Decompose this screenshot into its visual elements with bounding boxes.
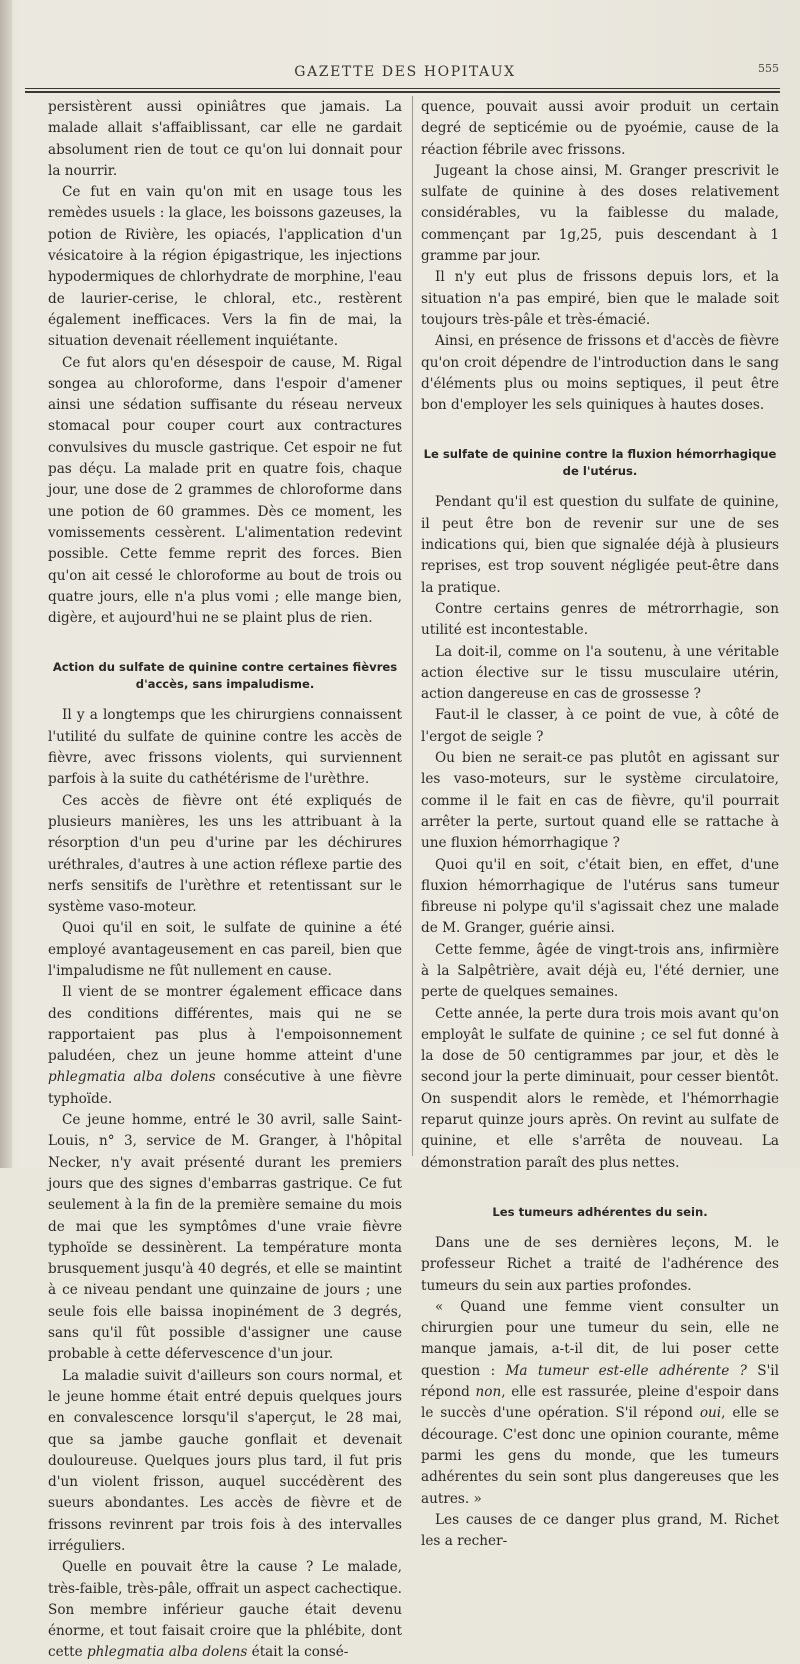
column-divider (412, 96, 413, 1156)
paragraph: Il n'y eut plus de frissons depuis lors, et la situation n'a pas empiré, bien que le malade soit toujours très-pâle et très-émacié. (421, 269, 779, 328)
heading-line: Le sulfate de quinine contre la fluxion hémorrhagique (423, 447, 777, 462)
paragraph (421, 1297, 779, 1510)
text-run: , elle est rassurée, pleine d'espoir dans le succès d'une opération. S'il répond (421, 1384, 779, 1422)
paragraph: La doit-il, comme on l'a soutenu, à une véritable action élective sur le tissu musculaire utérin, action dangereuse en cas de grossesse ? (421, 643, 779, 703)
page-number: 555 (758, 62, 779, 75)
text-run: Quelle en pouvait être la cause ? Le malade, très-faible, très-pâle, offrait un aspect cachectique. Son membre inférieur gauche était devenu énorme, et tout faisait croire que la phlébite, dont cette (48, 1559, 402, 1661)
binding-edge (0, 0, 12, 1168)
paragraph: persistèrent aussi opiniâtres que jamais. La malade allait s'affaiblissant, car elle ne gardait absolument rien de tout ce qu'on lui donnait pour la nourrir. (48, 99, 402, 179)
text-run: , elle se décourage. C'est donc une opinion courante, même parmi les gens du monde, que les tumeurs adhérentes du sein sont plus dangereuses que les autres. » (421, 1405, 779, 1507)
paragraph: Cette année, la perte dura trois mois avant qu'on employât le sulfate de quinine ; ce sel fut donné à la dose de 50 centigrammes par jour, et dès le second jour la perte diminuait, pour cesser bientôt. On suspendit alors le remède, et l'hémorrhagie reparut quinze jours après. On revint au sulfate de quinine, et elle s'arrêta de nouveau. La démonstration paraît des plus nettes. (421, 1005, 779, 1171)
right-column (421, 97, 779, 1552)
italic-term: phlegmatia alba dolens (86, 1644, 248, 1661)
paragraph (48, 1557, 402, 1663)
paragraph: Contre certains genres de métrorrhagie, son utilité est incontestable. (421, 600, 779, 639)
section-heading-quinine-fevers (48, 659, 402, 693)
text-run: S'il répond (421, 1362, 779, 1401)
paragraph: Quoi qu'il en soit, c'était bien, en effet, d'une fluxion hémorrhagique de l'utérus sans tumeur fibreuse ni polype qu'il s'agissait chez une malade de M. Granger, guérie ainsi. (421, 856, 779, 937)
paragraph: Ou bien ne serait-ce pas plutôt en agissant sur les vaso-moteurs, sur le système circulatoire, comme il le fait en cas de fièvre, qu'il pourrait arrêter la perte, surtout quand elle se rattache à une fluxion hémorrhagique ? (421, 750, 779, 852)
text-run: « Quand une femme vient consulter un chirurgien pour une tumeur du sein, elle ne manque jamais, a-t-il dit, de lui poser cette question : (421, 1298, 779, 1379)
italic-term: oui (699, 1405, 722, 1422)
paragraph: Dans une de ses dernières leçons, M. le professeur Richet a traité de l'adhérence des tumeurs du sein aux parties profondes. (421, 1234, 779, 1294)
header-rule-thick (25, 91, 780, 93)
paragraph: Faut-il le classer, à ce point de vue, à côté de l'ergot de seigle ? (421, 707, 779, 745)
paragraph: Jugeant la chose ainsi, M. Granger prescrivit le sulfate de quinine à des doses relativement considérables, vu la faiblesse du malade, commençant par 1g,25, puis descendant à 1 gramme par jour. (421, 162, 779, 265)
paragraph: Il y a longtemps que les chirurgiens connaissent l'utilité du sulfate de quinine contre les accès de fièvre, avec frissons violents, qui surviennent parfois à la suite du cathétérisme de l'urèthre. (48, 707, 402, 788)
heading-line: d'accès, sans impaludisme. (135, 677, 315, 692)
paragraph: Quoi qu'il en soit, le sulfate de quinine a été employé avantageusement en cas pareil, bien que l'impaludisme ne fût nullement en cause. (48, 920, 402, 979)
header-rule-thin (25, 88, 780, 89)
heading-line: Action du sulfate de quinine contre certaines fièvres (52, 660, 398, 675)
italic-term: non (475, 1384, 502, 1401)
paragraph: Cette femme, âgée de vingt-trois ans, infirmière à la Salpêtrière, avait déjà eu, l'été dernier, une perte de quelques semaines. (421, 941, 779, 1001)
page-header (25, 62, 785, 86)
heading-line: de l'utérus. (562, 464, 638, 479)
left-column (48, 97, 402, 1664)
text-run: Il vient de se montrer également efficace dans des conditions différentes, mais qui ne se rapportaient pas plus à l'empoisonnement paludéen, chez un jeune homme atteint d'une (48, 984, 402, 1065)
paragraph: Ce jeune homme, entré le 30 avril, salle Saint-Louis, n° 3, service de M. Granger, à l'hôpital Necker, n'y avait présenté durant les premiers jours que des signes d'embarras gastrique. Ce fut seulement à la fin de la première semaine du mois de mai que les symptômes d'une vraie fièvre typhoïde se dessinèrent. La température monta brusquement jusqu'à 40 degrés, et elle se maintint à ce niveau pendant une quinzaine de jours ; une seule fois elle baissa inopinément de 3 degrés, sans qu'il fût possible d'assigner une cause probable à cette défervescence d'un jour. (48, 1112, 402, 1363)
paragraph (48, 982, 402, 1110)
paragraph: quence, pouvait aussi avoir produit un certain degré de septicémie ou de pyoémie, cause de la réaction fébrile avec frissons. (421, 99, 779, 158)
paragraph: Ce fut en vain qu'on mit en usage tous les remèdes usuels : la glace, les boissons gazeuses, la potion de Rivière, les opiacés, l'application d'un vésicatoire à la région épigastrique, les injections hypodermiques de chlorhydrate de morphine, l'eau de laurier-cerise, le chloral, etc., restèrent également inefficaces. Vers la fin de mai, la situation devenait réellement inquiétante. (48, 184, 402, 350)
paragraph: Les causes de ce danger plus grand, M. Richet les a recher- (421, 1511, 779, 1550)
paragraph: Ces accès de fièvre ont été expliqués de plusieurs manières, les uns les attribuant à la résorption d'un peu d'urine par les déchirures uréthrales, d'autres à une action réflexe partie des nerfs sensitifs de l'urèthre et retentissant sur le système vaso-moteur. (48, 792, 402, 916)
italic-term: Ma tumeur est-elle adhérente ? (505, 1362, 747, 1379)
text-run: consécutive à une fièvre typhoïde. (48, 1069, 402, 1107)
section-heading-uterine-fluxion (421, 446, 779, 480)
section-heading-breast-tumors: Les tumeurs adhérentes du sein. (492, 1204, 708, 1219)
paragraph: Pendant qu'il est question du sulfate de quinine, il peut être bon de revenir sur une de ses indications qui, bien que signalée déjà à plusieurs reprises, est trop souvent négligée peut-être dans la pratique. (421, 494, 779, 596)
paragraph: La maladie suivit d'ailleurs son cours normal, et le jeune homme était entré depuis quelques jours en convalescence lorsqu'il s'aperçut, le 28 mai, que sa jambe gauche gonflait et devenait douloureuse. Quelques jours plus tard, il fut pris d'un violent frisson, auquel succédèrent des sueurs abondantes. Les accès de fièvre et de frissons revinrent par trois fois à des intervalles irréguliers. (48, 1367, 402, 1554)
paragraph: Ce fut alors qu'en désespoir de cause, M. Rigal songea au chloroforme, dans l'espoir d'amener ainsi une sédation suffisante du réseau nerveux stomacal pour couper court aux contractures convulsives du muscle gastrique. Cet espoir ne fut pas déçu. La malade prit en quatre fois, chaque jour, une dose de 2 grammes de chloroforme dans une potion de 60 grammes. Dès ce moment, les vomissements cessèrent. L'alimentation redevint possible. Cette femme reprit des forces. Bien qu'on ait cessé le chloroforme au bout de trois ou quatre jours, elle n'a plus vomi ; elle mange bien, digère, et aujourd'hui ne se plaint plus de rien. (48, 354, 402, 627)
paragraph: Ainsi, en présence de frissons et d'accès de fièvre qu'on croit dépendre de l'introduction dans le sang d'éléments plus ou moins septiques, il peut être bon d'employer les sels quiniques à hautes doses. (421, 333, 779, 414)
journal-title: GAZETTE DES HOPITAUX (294, 64, 516, 80)
text-run: était la consé- (247, 1644, 349, 1661)
italic-term: phlegmatia alba dolens (48, 1069, 216, 1086)
